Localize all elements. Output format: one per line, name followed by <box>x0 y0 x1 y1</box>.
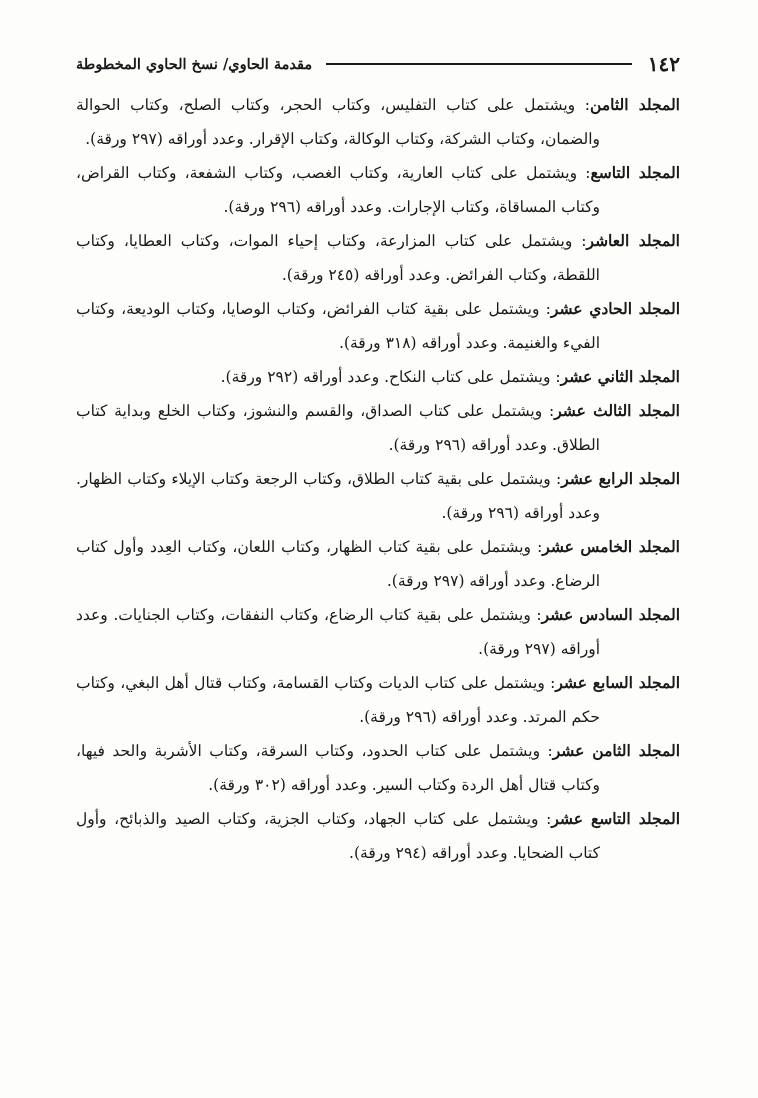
volume-entry <box>76 360 680 394</box>
volume-description: : ويشتمل على بقية كتاب الفرائض، وكتاب الوصايا، وكتاب الوديعة، وكتاب الفيء والغنيمة. وعدد أوراقه (٣١٨ ورقة). <box>76 300 600 352</box>
volume-entry <box>76 88 680 156</box>
volume-label: المجلد العاشر <box>586 231 680 250</box>
page-header <box>76 50 680 78</box>
volume-description: : ويشتمل على كتاب النكاح. وعدد أوراقه (٢٩٢ ورقة). <box>220 368 561 386</box>
volume-label: المجلد الخامس عشر <box>542 537 680 556</box>
volume-entry <box>76 224 680 292</box>
volume-label: المجلد التاسع عشر <box>551 809 680 828</box>
volume-entry <box>76 394 680 462</box>
volume-label: المجلد السادس عشر <box>541 605 680 624</box>
volume-entry <box>76 802 680 870</box>
volume-label: المجلد الحادي عشر <box>550 299 680 318</box>
volume-label: المجلد الثالث عشر <box>554 401 680 420</box>
running-title: مقدمة الحاوي/ نسخ الحاوي المخطوطة <box>76 55 313 73</box>
volume-description: : ويشتمل على كتاب العارية، وكتاب الغصب، وكتاب الشفعة، وكتاب القراض، وكتاب المساقاة، وكتاب الإجارات. وعدد أوراقه (٢٩٦ ورقة). <box>76 164 600 216</box>
volume-label: المجلد الثاني عشر <box>560 367 680 386</box>
volume-entry <box>76 462 680 530</box>
volume-entry <box>76 598 680 666</box>
volume-description: : ويشتمل على كتاب الصداق، والقسم والنشوز، وكتاب الخلع وبداية كتاب الطلاق. وعدد أوراقه (٢٩٦ ورقة). <box>76 402 600 454</box>
volume-description: : ويشتمل على كتاب الجهاد، وكتاب الجزية، وكتاب الصيد والذبائح، وأول كتاب الضحايا. وعدد أوراقه (٢٩٤ ورقة). <box>76 810 600 862</box>
volume-description: : ويشتمل على كتاب الديات وكتاب القسامة، وكتاب قتال أهل البغي، وكتاب حكم المرتد. وعدد أوراقه (٢٩٦ ورقة). <box>76 674 600 726</box>
volume-entry <box>76 156 680 224</box>
volume-label: المجلد السابع عشر <box>555 673 680 692</box>
volume-description: : ويشتمل على بقية كتاب الظهار، وكتاب اللعان، وكتاب العِدد وأول كتاب الرضاع. وعدد أوراقه (٢٩٧ ورقة). <box>76 538 600 590</box>
volume-entry <box>76 666 680 734</box>
volume-description: : ويشتمل على بقية كتاب الطلاق، وكتاب الرجعة وكتاب الإيلاء وكتاب الظهار. وعدد أوراقه (٢٩٦ ورقة). <box>76 470 600 522</box>
volume-description: : ويشتمل على بقية كتاب الرضاع، وكتاب النفقات، وكتاب الجنايات. وعدد أوراقه (٢٩٧ ورقة). <box>76 606 600 658</box>
volume-description: : ويشتمل على كتاب الحدود، وكتاب السرقة، وكتاب الأشربة والحد فيها، وكتاب قتال أهل الردة وكتاب السير. وعدد أوراقه (٣٠٢ ورقة). <box>76 742 600 794</box>
header-rule <box>326 63 632 65</box>
volume-entry <box>76 734 680 802</box>
volume-label: المجلد الثامن عشر <box>552 741 680 760</box>
volume-label: المجلد الرابع عشر <box>561 469 680 488</box>
volume-list <box>76 88 680 870</box>
volume-label: المجلد الثامن <box>590 95 680 114</box>
volume-entry <box>76 292 680 360</box>
volume-description: : ويشتمل على كتاب التفليس، وكتاب الحجر، وكتاب الصلح، وكتاب الحوالة والضمان، وكتاب الشركة، وكتاب الوكالة، وكتاب الإقرار. وعدد أوراقه (٢٩٧ ورقة). <box>76 96 600 148</box>
volume-label: المجلد التاسع <box>590 163 681 182</box>
volume-entry <box>76 530 680 598</box>
page-number: ١٤٢ <box>647 52 680 76</box>
volume-description: : ويشتمل على كتاب المزارعة، وكتاب إحياء الموات، وكتاب العطايا، وكتاب اللقطة، وكتاب الفرائض. وعدد أوراقه (٢٤٥ ورقة). <box>76 232 600 284</box>
